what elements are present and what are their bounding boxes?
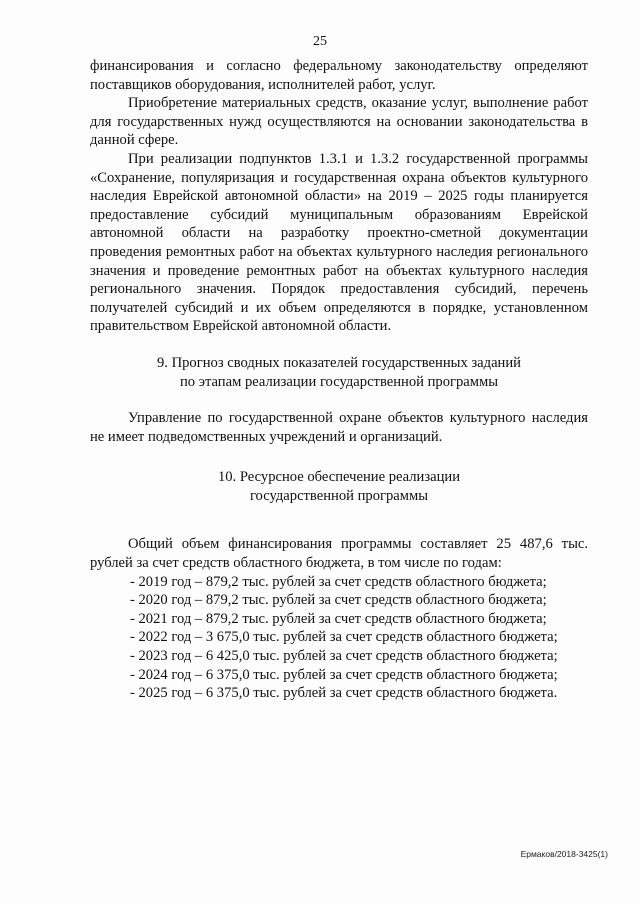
- funding-item-2022: - 2022 год – 3 675,0 тыс. рублей за счет средств областного бюджета;: [130, 629, 558, 646]
- funding-item-2024: - 2024 год – 6 375,0 тыс. рублей за счет средств областного бюджета;: [130, 666, 558, 683]
- document-footer-code: Ермаков/2018-3425(1): [520, 849, 608, 859]
- funding-item-2019: - 2019 год – 879,2 тыс. рублей за счет средств областного бюджета;: [130, 573, 547, 590]
- funding-by-year-list: [90, 573, 588, 703]
- document-body: [90, 57, 588, 703]
- paragraph-procurement: Приобретение материальных средств, оказание услуг, выполнение работ для государственных нужд осуществляются на основании законодательства в данной сфере.: [90, 95, 588, 149]
- section-10-heading-line1: 10. Ресурсное обеспечение реализации: [217, 469, 461, 486]
- page-number: 25: [313, 34, 327, 49]
- section-9-heading-line1: 9. Прогноз сводных показателей государственных заданий: [157, 354, 521, 371]
- paragraph-subsidies: При реализации подпунктов 1.3.1 и 1.3.2 государственной программы «Сохранение, популяризация и государственная охрана объектов культурного наследия Еврейской автономной области» на 2019 – 2025 годы планируется предоставление субсидий муниципальным образованиям Еврейской автономной области на разработку проектно-сметной документации проведения ремонтных работ на объектах культурного наследия регионального значения и проведение ремонтных работ на объектах культурного наследия регионального значения. Порядок предоставления субсидий, перечень получателей субсидий и их объем определяются в порядке, установленном правительством Еврейской автономной области.: [90, 150, 588, 335]
- funding-item-2023: - 2023 год – 6 425,0 тыс. рублей за счет средств областного бюджета;: [130, 648, 558, 665]
- funding-item-2025: - 2025 год – 6 375,0 тыс. рублей за счет средств областного бюджета.: [130, 685, 558, 702]
- section-10-heading-line2: государственной программы: [249, 487, 429, 504]
- funding-item-2021: - 2021 год – 879,2 тыс. рублей за счет средств областного бюджета;: [130, 610, 547, 627]
- section-9-text: Управление по государственной охране объектов культурного наследия не имеет подведомственных учреждений и организаций.: [90, 410, 588, 445]
- paragraph-continuation: финансирования и согласно федеральному законодательству определяют поставщиков оборудования, исполнителей работ, услуг.: [90, 58, 588, 93]
- section-10-text: Общий объем финансирования программы составляет 25 487,6 тыс. рублей за счет средств областного бюджета, в том числе по годам:: [90, 536, 588, 572]
- funding-item-2020: - 2020 год – 879,2 тыс. рублей за счет средств областного бюджета;: [130, 592, 547, 609]
- section-9-heading-line2: по этапам реализации государственной программы: [179, 373, 499, 390]
